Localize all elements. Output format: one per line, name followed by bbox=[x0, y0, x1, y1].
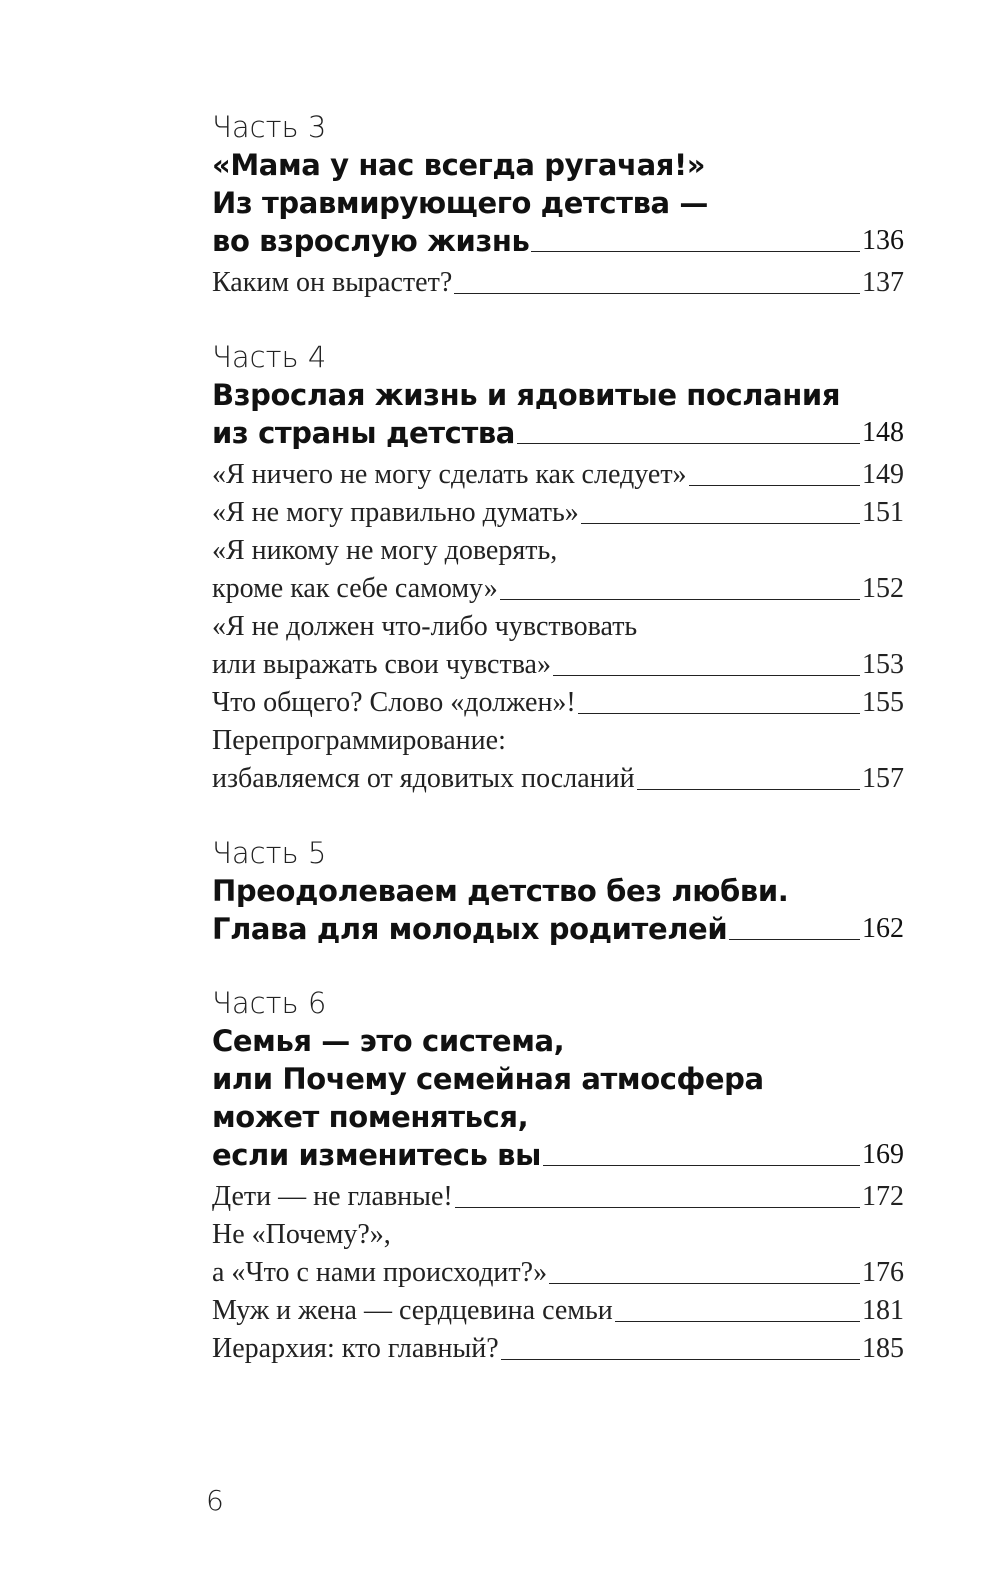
part-title-line: Из травмирующего детства — bbox=[212, 186, 708, 220]
page-number: 6 bbox=[206, 1484, 224, 1517]
part-title-line: может поменяться, bbox=[212, 1100, 529, 1134]
part-title-line: Семья — это система, bbox=[212, 1024, 565, 1058]
page-ref: 181 bbox=[862, 1295, 904, 1326]
toc-entry[interactable] bbox=[212, 722, 904, 798]
page-ref: 153 bbox=[862, 649, 904, 680]
toc-part bbox=[212, 984, 904, 1368]
entry-row bbox=[212, 1254, 904, 1292]
entry-last-line: избавляемся от ядовитых посланий bbox=[212, 763, 635, 794]
part-label: Часть 4 bbox=[212, 340, 327, 374]
entry-last-line: Что общего? Слово «должен»! bbox=[212, 687, 576, 718]
page-ref: 136 bbox=[862, 225, 904, 256]
entry-last-line: «Я ничего не могу сделать как следует» bbox=[212, 459, 687, 490]
part-title-line: «Мама у нас всегда ругачая!» bbox=[212, 148, 706, 182]
page-ref: 137 bbox=[862, 267, 904, 298]
toc-entry[interactable] bbox=[212, 456, 904, 494]
part-title-line: или Почему семейная атмосфера bbox=[212, 1062, 764, 1096]
part-title bbox=[212, 376, 904, 452]
page-ref: 162 bbox=[862, 913, 904, 944]
leader-line bbox=[501, 1359, 860, 1360]
toc-entry[interactable] bbox=[212, 1216, 904, 1292]
toc-entry[interactable] bbox=[212, 608, 904, 684]
entry-last-line: Каким он вырастет? bbox=[212, 267, 453, 298]
part-title bbox=[212, 1022, 904, 1174]
toc-part bbox=[212, 834, 904, 948]
toc-entry[interactable] bbox=[212, 494, 904, 532]
entry-last-line: Муж и жена — сердцевина семьи bbox=[212, 1295, 613, 1326]
toc-part bbox=[212, 108, 904, 302]
toc-entry[interactable] bbox=[212, 264, 904, 302]
entry-line: Не «Почему?», bbox=[212, 1219, 391, 1250]
part-title-line: Взрослая жизнь и ядовитые послания bbox=[212, 378, 841, 412]
entry-row bbox=[212, 646, 904, 684]
entry-row bbox=[212, 570, 904, 608]
entry-last-line: Дети — не главные! bbox=[212, 1181, 453, 1212]
page-ref: 157 bbox=[862, 763, 904, 794]
leader-line bbox=[454, 293, 860, 294]
part-title-last-line: если изменитесь вы bbox=[212, 1138, 541, 1172]
page-ref: 152 bbox=[862, 573, 904, 604]
part-title-row[interactable] bbox=[212, 414, 904, 452]
leader-line bbox=[531, 251, 860, 252]
part-title-row[interactable] bbox=[212, 1136, 904, 1174]
page-ref: 185 bbox=[862, 1333, 904, 1364]
page-ref: 149 bbox=[862, 459, 904, 490]
page-ref: 155 bbox=[862, 687, 904, 718]
part-title-row[interactable] bbox=[212, 910, 904, 948]
part-title bbox=[212, 146, 904, 260]
entry-list bbox=[212, 456, 904, 798]
leader-line bbox=[500, 599, 860, 600]
part-title-row[interactable] bbox=[212, 222, 904, 260]
entry-line: Перепрограммирование: bbox=[212, 725, 506, 756]
leader-line bbox=[549, 1283, 860, 1284]
toc-entry[interactable] bbox=[212, 1178, 904, 1216]
leader-line bbox=[615, 1321, 860, 1322]
entry-row bbox=[212, 1292, 904, 1330]
entry-row bbox=[212, 494, 904, 532]
part-label: Часть 6 bbox=[212, 986, 327, 1020]
entry-row bbox=[212, 1330, 904, 1368]
part-title-last-line: во взрослую жизнь bbox=[212, 224, 530, 258]
page-ref: 148 bbox=[862, 417, 904, 448]
entry-line: «Я не должен что-либо чувствовать bbox=[212, 611, 638, 642]
leader-line bbox=[517, 443, 860, 444]
entry-list bbox=[212, 264, 904, 302]
part-label: Часть 3 bbox=[212, 110, 327, 144]
leader-line bbox=[553, 675, 860, 676]
leader-line bbox=[455, 1207, 860, 1208]
entry-last-line: или выражать свои чувства» bbox=[212, 649, 551, 680]
page-ref: 172 bbox=[862, 1181, 904, 1212]
leader-line bbox=[729, 939, 860, 940]
entry-row bbox=[212, 760, 904, 798]
toc-entry[interactable] bbox=[212, 1292, 904, 1330]
leader-line bbox=[637, 789, 860, 790]
page-ref: 176 bbox=[862, 1257, 904, 1288]
entry-list bbox=[212, 1178, 904, 1368]
toc-entry[interactable] bbox=[212, 532, 904, 608]
leader-line bbox=[578, 713, 860, 714]
part-title-last-line: из страны детства bbox=[212, 416, 515, 450]
entry-last-line: а «Что с нами происходит?» bbox=[212, 1257, 548, 1288]
part-title-last-line: Глава для молодых родителей bbox=[212, 912, 728, 946]
part-title-line: Преодолеваем детство без любви. bbox=[212, 874, 789, 908]
table-of-contents bbox=[212, 108, 904, 1404]
entry-row bbox=[212, 264, 904, 302]
toc-entry[interactable] bbox=[212, 1330, 904, 1368]
part-title bbox=[212, 872, 904, 948]
entry-last-line: кроме как себе самому» bbox=[212, 573, 498, 604]
leader-line bbox=[581, 523, 860, 524]
page-ref: 151 bbox=[862, 497, 904, 528]
part-label: Часть 5 bbox=[212, 836, 327, 870]
entry-last-line: Иерархия: кто главный? bbox=[212, 1333, 499, 1364]
entry-last-line: «Я не могу правильно думать» bbox=[212, 497, 579, 528]
entry-row bbox=[212, 1178, 904, 1216]
toc-entry[interactable] bbox=[212, 684, 904, 722]
leader-line bbox=[689, 485, 860, 486]
entry-row bbox=[212, 456, 904, 494]
leader-line bbox=[543, 1165, 860, 1166]
entry-line: «Я никому не могу доверять, bbox=[212, 535, 558, 566]
page-ref: 169 bbox=[862, 1139, 904, 1170]
entry-row bbox=[212, 684, 904, 722]
toc-part bbox=[212, 338, 904, 798]
